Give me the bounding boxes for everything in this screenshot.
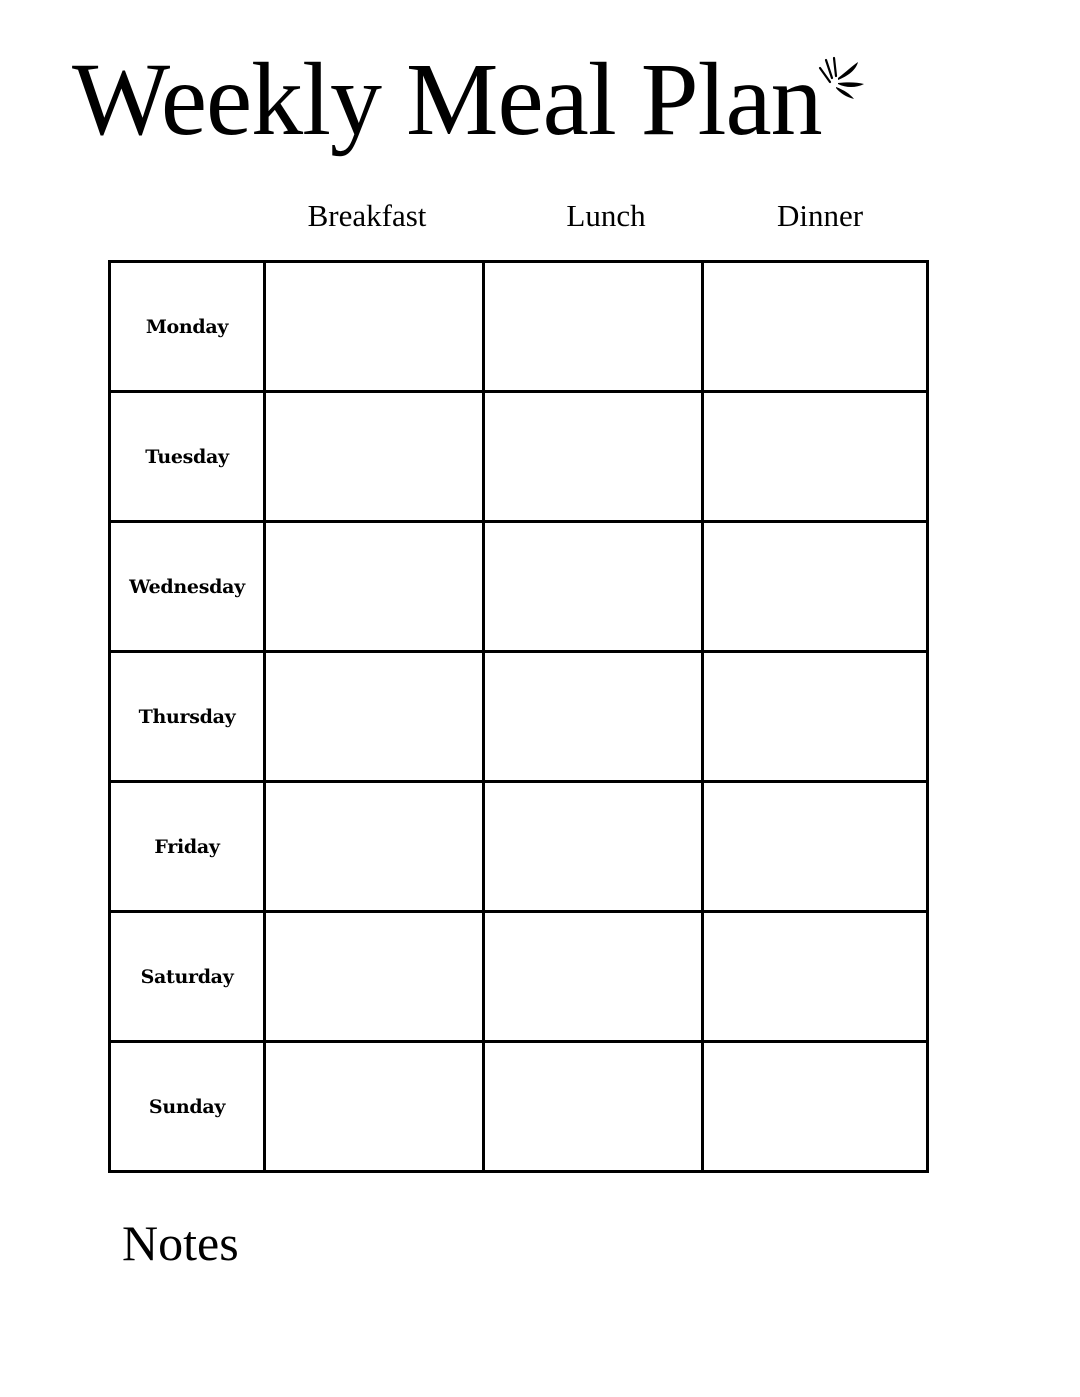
table-row bbox=[110, 652, 928, 782]
lunch-cell[interactable] bbox=[484, 782, 703, 912]
lunch-cell[interactable] bbox=[484, 1042, 703, 1172]
page-title: Weekly Meal Plan bbox=[72, 42, 822, 157]
meal-plan-grid bbox=[108, 260, 929, 1173]
dinner-cell[interactable] bbox=[703, 1042, 928, 1172]
day-label-monday: Monday bbox=[110, 262, 265, 392]
lunch-cell[interactable] bbox=[484, 262, 703, 392]
dinner-cell[interactable] bbox=[703, 522, 928, 652]
dinner-cell[interactable] bbox=[703, 782, 928, 912]
lunch-cell[interactable] bbox=[484, 522, 703, 652]
breakfast-cell[interactable] bbox=[265, 1042, 484, 1172]
column-header-lunch: Lunch bbox=[566, 198, 646, 233]
sparkle-burst-icon bbox=[812, 56, 868, 100]
breakfast-cell[interactable] bbox=[265, 652, 484, 782]
table-row bbox=[110, 392, 928, 522]
table-row bbox=[110, 1042, 928, 1172]
dinner-cell[interactable] bbox=[703, 262, 928, 392]
breakfast-cell[interactable] bbox=[265, 912, 484, 1042]
table-row bbox=[110, 522, 928, 652]
breakfast-cell[interactable] bbox=[265, 262, 484, 392]
column-header-breakfast: Breakfast bbox=[307, 198, 427, 233]
dinner-cell[interactable] bbox=[703, 652, 928, 782]
day-label-tuesday: Tuesday bbox=[110, 392, 265, 522]
breakfast-cell[interactable] bbox=[265, 392, 484, 522]
day-label-sunday: Sunday bbox=[110, 1042, 265, 1172]
lunch-cell[interactable] bbox=[484, 392, 703, 522]
day-label-saturday: Saturday bbox=[110, 912, 265, 1042]
column-header-dinner: Dinner bbox=[776, 198, 864, 233]
breakfast-cell[interactable] bbox=[265, 522, 484, 652]
table-row bbox=[110, 262, 928, 392]
dinner-cell[interactable] bbox=[703, 912, 928, 1042]
breakfast-cell[interactable] bbox=[265, 782, 484, 912]
lunch-cell[interactable] bbox=[484, 912, 703, 1042]
day-label-friday: Friday bbox=[110, 782, 265, 912]
dinner-cell[interactable] bbox=[703, 392, 928, 522]
table-row bbox=[110, 912, 928, 1042]
notes-heading: Notes bbox=[122, 1215, 239, 1271]
lunch-cell[interactable] bbox=[484, 652, 703, 782]
day-label-wednesday: Wednesday bbox=[110, 522, 265, 652]
table-row bbox=[110, 782, 928, 912]
day-label-thursday: Thursday bbox=[110, 652, 265, 782]
